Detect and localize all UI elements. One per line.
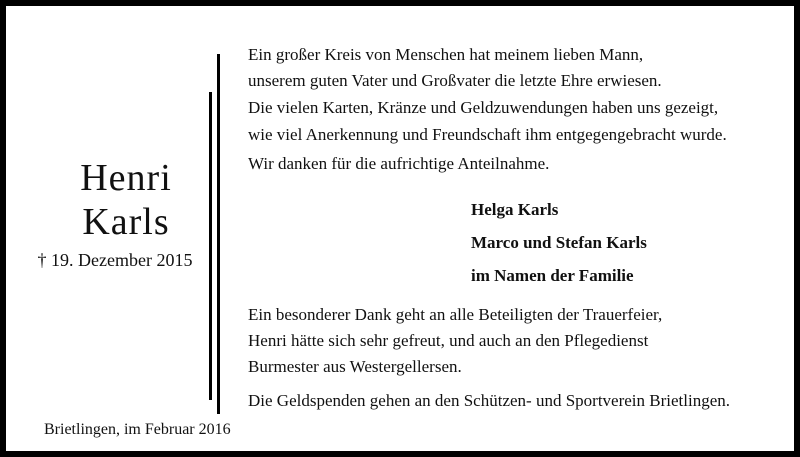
special-thanks-line-1: Ein besonderer Dank geht an alle Beteiligten der Trauerfeier, <box>248 305 663 324</box>
deceased-last-name: Karls <box>82 201 170 243</box>
deceased-first-name: Henri <box>80 157 172 199</box>
thanks-line-2: unserem guten Vater und Großvater die letzte Ehre erwiesen. <box>248 71 662 90</box>
thanks-line-4: wie viel Anerkennung und Freundschaft ihm entgegengebracht wurde. <box>248 125 727 144</box>
divider-rule-short <box>209 92 212 400</box>
signature-marco-stefan: Marco und Stefan Karls <box>471 233 647 252</box>
special-thanks-line-3: Burmester aus Westergellersen. <box>248 357 462 376</box>
thanks-line-3: Die vielen Karten, Kränze und Geldzuwendungen haben uns gezeigt, <box>248 98 719 117</box>
divider-rule-tall <box>217 54 220 414</box>
place-and-date: Brietlingen, im Februar 2016 <box>44 421 231 438</box>
signature-helga: Helga Karls <box>471 200 559 219</box>
signature-family: im Namen der Familie <box>471 266 634 285</box>
thanks-line-1: Ein großer Kreis von Menschen hat meinem lieben Mann, <box>248 45 644 64</box>
donations-line: Die Geldspenden gehen an den Schützen- und Sportverein Brietlingen. <box>248 391 731 410</box>
death-date: † 19. Dezember 2015 <box>37 250 193 270</box>
thanks-closing-line: Wir danken für die aufrichtige Anteilnahme. <box>248 154 550 173</box>
special-thanks-line-2: Henri hätte sich sehr gefreut, und auch an den Pflegedienst <box>248 331 649 350</box>
